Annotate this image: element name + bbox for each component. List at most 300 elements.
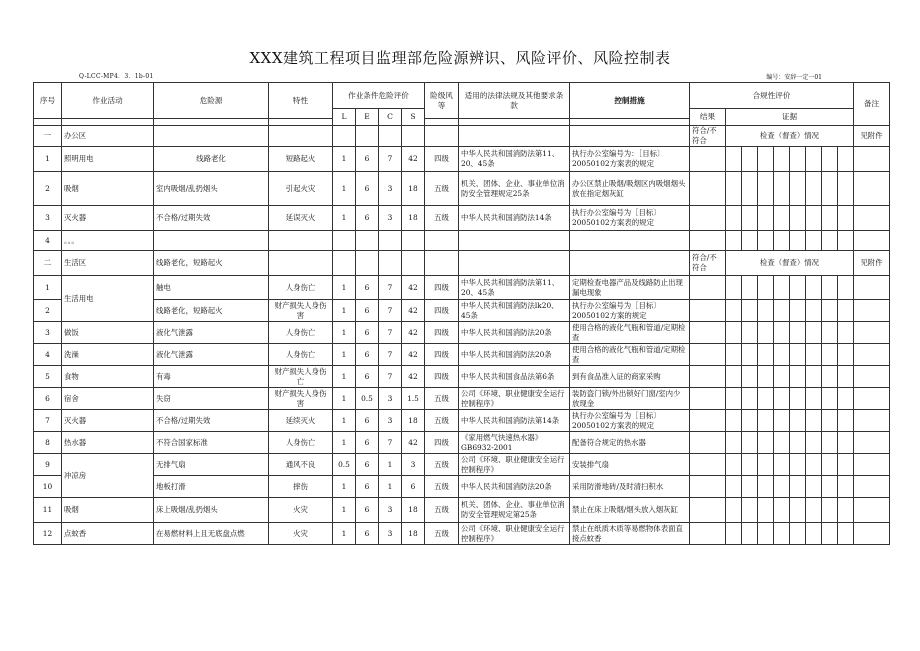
cell-E: 6 bbox=[356, 476, 379, 498]
cell-compliance bbox=[838, 432, 854, 454]
cell-characteristic: 延续灭火 bbox=[269, 410, 333, 432]
cell-risk-level: 五级 bbox=[425, 206, 459, 231]
cell-law: 中华人民共和国消防法14条 bbox=[459, 206, 570, 231]
cell-compliance bbox=[806, 344, 822, 366]
cell-control: 执行办公室编号为：［目标〕20050102方案表的规定 bbox=[570, 147, 690, 172]
cell-law: 中华人民共和国消防法第11、20、45条 bbox=[459, 147, 570, 172]
cell-compliance bbox=[742, 410, 758, 432]
cell-law: 中华人民共和国消防法20条 bbox=[459, 344, 570, 366]
cell-compliance bbox=[690, 523, 726, 545]
cell-compliance bbox=[774, 172, 790, 206]
table-row bbox=[34, 432, 890, 454]
cell-remark bbox=[854, 410, 890, 432]
cell-risk-level: 四级 bbox=[425, 300, 459, 322]
table-row bbox=[34, 454, 890, 476]
cell-risk-level: 四级 bbox=[425, 432, 459, 454]
cell-E: 6 bbox=[356, 523, 379, 545]
header-control: 控制措施 bbox=[570, 83, 690, 119]
cell-compliance bbox=[806, 322, 822, 344]
cell-E bbox=[356, 231, 379, 251]
cell-hazard: 线路老化，短路起火 bbox=[154, 251, 269, 276]
cell-hazard: 室内吸烟/乱扔烟头 bbox=[154, 172, 269, 206]
table-row bbox=[34, 206, 890, 231]
cell-law bbox=[459, 251, 570, 276]
doc-number: 编号：安辞一定一01 bbox=[766, 74, 822, 81]
cell-remark bbox=[854, 172, 890, 206]
cell-activity: 热水器 bbox=[62, 432, 154, 454]
cell-activity: 吸烟 bbox=[62, 498, 154, 523]
cell-compliance bbox=[838, 366, 854, 388]
cell-seq: 3 bbox=[34, 322, 62, 344]
table-row bbox=[34, 322, 890, 344]
cell-seq: 1 bbox=[34, 276, 62, 300]
table-row bbox=[34, 476, 890, 498]
cell-compliance bbox=[838, 523, 854, 545]
cell-control: 办公区禁止吸烟/吸烟区内吸烟烟头放在指定烟灰缸 bbox=[570, 172, 690, 206]
header-seq: 序号 bbox=[34, 83, 62, 119]
cell-S: 42 bbox=[402, 322, 425, 344]
cell-L: 1 bbox=[333, 344, 356, 366]
cell-compliance bbox=[742, 172, 758, 206]
cell-S: 18 bbox=[402, 206, 425, 231]
cell-law: 中华人民共和国消防法lk20、45条 bbox=[459, 300, 570, 322]
cell-seq: 3 bbox=[34, 206, 62, 231]
table-row bbox=[34, 231, 890, 251]
cell-characteristic: 人身伤亡 bbox=[269, 276, 333, 300]
cell-compliance bbox=[758, 410, 774, 432]
cell-C bbox=[379, 126, 402, 147]
cell-remark bbox=[854, 366, 890, 388]
cell-compliance bbox=[774, 276, 790, 300]
cell-compliance bbox=[742, 231, 758, 251]
cell-compliance bbox=[822, 454, 838, 476]
header-law: 适用的法律法规及其他要求条款 bbox=[459, 83, 570, 119]
cell-C: 7 bbox=[379, 322, 402, 344]
cell-compliance bbox=[774, 476, 790, 498]
cell-characteristic: 延误灭火 bbox=[269, 206, 333, 231]
cell-compliance bbox=[726, 432, 742, 454]
cell-hazard: 液化气泄露 bbox=[154, 344, 269, 366]
cell-compliance bbox=[838, 206, 854, 231]
cell-control: 安装排气扇 bbox=[570, 454, 690, 476]
cell-compliance bbox=[774, 344, 790, 366]
table-row bbox=[34, 366, 890, 388]
header-activity: 作业活动 bbox=[62, 83, 154, 119]
header-characteristic: 特性 bbox=[269, 83, 333, 119]
cell-C: 7 bbox=[379, 432, 402, 454]
cell-compliance bbox=[838, 300, 854, 322]
cell-control: 执行办公室编号为［目标〕20050102方案的规定 bbox=[570, 300, 690, 322]
cell-compliance bbox=[774, 388, 790, 410]
cell-law: 机关、团体、企业、事业单位消防安全管理规定第25条 bbox=[459, 498, 570, 523]
cell-compliance bbox=[806, 388, 822, 410]
cell-hazard bbox=[154, 231, 269, 251]
cell-seq: 二 bbox=[34, 251, 62, 276]
cell-characteristic: 财产损失人身伤亡 bbox=[269, 366, 333, 388]
cell-seq: 9 bbox=[34, 454, 62, 476]
cell-control: 装防盗门锁/外出锁好门窗/室内少放现金 bbox=[570, 388, 690, 410]
cell-risk-level: 五级 bbox=[425, 454, 459, 476]
cell-remark bbox=[854, 206, 890, 231]
cell-E: 6 bbox=[356, 454, 379, 476]
cell-compliance bbox=[790, 454, 806, 476]
cell-compliance bbox=[742, 498, 758, 523]
cell-compliance bbox=[742, 322, 758, 344]
cell-characteristic: 短路起火 bbox=[269, 147, 333, 172]
cell-control: 禁止在床上吸烟/烟头放入烟灰缸 bbox=[570, 498, 690, 523]
page-title: XXX建筑工程项目监理部危险源辨识、风险评价、风险控制表 bbox=[249, 49, 671, 67]
cell-law: 机关、团体、企业、事业单位消防安全管理规定25条 bbox=[459, 172, 570, 206]
cell-risk-level bbox=[425, 251, 459, 276]
cell-L: 0.5 bbox=[333, 454, 356, 476]
cell-hazard: 不合格/过期失效 bbox=[154, 410, 269, 432]
cell-risk-level: 五级 bbox=[425, 410, 459, 432]
cell-risk-level: 四级 bbox=[425, 147, 459, 172]
cell-risk-level: 四级 bbox=[425, 344, 459, 366]
cell-activity: 冲凉房 bbox=[62, 454, 154, 498]
cell-compliance bbox=[758, 322, 774, 344]
cell-hazard: 线路老化，短路起火 bbox=[154, 300, 269, 322]
cell-compliance bbox=[774, 366, 790, 388]
cell-compliance bbox=[726, 344, 742, 366]
cell-seq: 10 bbox=[34, 476, 62, 498]
cell-hazard: 不符合国家标准 bbox=[154, 432, 269, 454]
cell-control: 配备符合规定的热水器 bbox=[570, 432, 690, 454]
cell-compliance bbox=[806, 410, 822, 432]
cell-compliance bbox=[838, 147, 854, 172]
cell-E: 6 bbox=[356, 172, 379, 206]
cell-compliance bbox=[822, 366, 838, 388]
cell-activity: 。。。 bbox=[62, 231, 154, 251]
cell-compliance bbox=[838, 476, 854, 498]
cell-compliance bbox=[726, 523, 742, 545]
cell-E: 6 bbox=[356, 322, 379, 344]
cell-compliance bbox=[774, 300, 790, 322]
cell-remark bbox=[854, 344, 890, 366]
cell-seq: 2 bbox=[34, 172, 62, 206]
cell-compliance bbox=[758, 300, 774, 322]
cell-law: 中华人民共和国消防法20条 bbox=[459, 322, 570, 344]
cell-E bbox=[356, 251, 379, 276]
cell-control: 到有食品准入证的商家采购 bbox=[570, 366, 690, 388]
cell-characteristic: 引起火灾 bbox=[269, 172, 333, 206]
table-row bbox=[34, 172, 890, 206]
cell-activity: 生活用电 bbox=[62, 276, 154, 322]
cell-characteristic: 人身伤亡 bbox=[269, 344, 333, 366]
cell-compliance bbox=[726, 276, 742, 300]
cell-compliance bbox=[758, 276, 774, 300]
cell-compliance bbox=[790, 410, 806, 432]
cell-seq: 6 bbox=[34, 388, 62, 410]
cell-S: 42 bbox=[402, 344, 425, 366]
cell-compliance bbox=[774, 410, 790, 432]
cell-S: 42 bbox=[402, 276, 425, 300]
cell-compliance bbox=[742, 276, 758, 300]
cell-compliance bbox=[726, 172, 742, 206]
cell-L: 1 bbox=[333, 410, 356, 432]
cell-compliance bbox=[758, 366, 774, 388]
cell-characteristic: 火灾 bbox=[269, 498, 333, 523]
cell-remark: 见附件 bbox=[854, 251, 890, 276]
cell-remark bbox=[854, 147, 890, 172]
cell-C: 7 bbox=[379, 276, 402, 300]
cell-compliance bbox=[690, 300, 726, 322]
cell-C: 3 bbox=[379, 206, 402, 231]
cell-compliance bbox=[806, 432, 822, 454]
cell-law: 中华人民共和国消防法第14条 bbox=[459, 410, 570, 432]
table-row bbox=[34, 300, 890, 322]
cell-compliance bbox=[690, 410, 726, 432]
cell-compliance bbox=[726, 498, 742, 523]
cell-compliance bbox=[838, 344, 854, 366]
cell-compliance bbox=[822, 276, 838, 300]
cell-compliance bbox=[822, 410, 838, 432]
cell-S: 18 bbox=[402, 523, 425, 545]
cell-C: 3 bbox=[379, 523, 402, 545]
cell-hazard: 不合格/过期失效 bbox=[154, 206, 269, 231]
cell-control bbox=[570, 126, 690, 147]
cell-control: 定期检查电器产品及线路防止出现漏电现象 bbox=[570, 276, 690, 300]
table-row bbox=[34, 126, 890, 147]
cell-control bbox=[570, 231, 690, 251]
doc-code: Q-LCC-MP4．3．1b-01 bbox=[79, 73, 154, 80]
table-row bbox=[34, 147, 890, 172]
cell-law: 中华人民共和国消防法20条 bbox=[459, 476, 570, 498]
cell-compliance bbox=[774, 498, 790, 523]
cell-S: 18 bbox=[402, 410, 425, 432]
cell-hazard: 在易燃材料上且无底盘点燃 bbox=[154, 523, 269, 545]
cell-C: 1 bbox=[379, 476, 402, 498]
cell-compliance bbox=[774, 206, 790, 231]
header-E: E bbox=[356, 109, 379, 126]
cell-compliance bbox=[690, 322, 726, 344]
cell-activity: 宿舍 bbox=[62, 388, 154, 410]
cell-compliance bbox=[726, 147, 742, 172]
cell-compliance bbox=[790, 172, 806, 206]
cell-characteristic bbox=[269, 231, 333, 251]
table-row bbox=[34, 344, 890, 366]
cell-compliance bbox=[742, 206, 758, 231]
cell-evidence: 检查（督查）情况 bbox=[726, 251, 854, 276]
cell-result: 符合/不符合 bbox=[690, 251, 726, 276]
cell-law bbox=[459, 126, 570, 147]
cell-seq: 11 bbox=[34, 498, 62, 523]
cell-compliance bbox=[690, 432, 726, 454]
cell-compliance bbox=[742, 523, 758, 545]
cell-characteristic: 财产损失人身伤害 bbox=[269, 300, 333, 322]
table-row bbox=[34, 251, 890, 276]
cell-compliance bbox=[790, 300, 806, 322]
cell-compliance bbox=[790, 276, 806, 300]
cell-E: 6 bbox=[356, 276, 379, 300]
cell-compliance bbox=[758, 432, 774, 454]
cell-evidence: 检查（督查）情况 bbox=[726, 126, 854, 147]
cell-compliance bbox=[822, 231, 838, 251]
cell-S bbox=[402, 251, 425, 276]
cell-compliance bbox=[774, 147, 790, 172]
cell-activity: 照明用电 bbox=[62, 147, 154, 172]
header-L: L bbox=[333, 109, 356, 126]
cell-L bbox=[333, 126, 356, 147]
cell-compliance bbox=[838, 454, 854, 476]
cell-compliance bbox=[790, 231, 806, 251]
cell-L: 1 bbox=[333, 300, 356, 322]
cell-activity: 灭火器 bbox=[62, 206, 154, 231]
cell-compliance bbox=[838, 276, 854, 300]
cell-characteristic: 财产损失人身伤害 bbox=[269, 388, 333, 410]
cell-seq: 2 bbox=[34, 300, 62, 322]
cell-S bbox=[402, 231, 425, 251]
cell-L: 1 bbox=[333, 172, 356, 206]
cell-risk-level: 五级 bbox=[425, 388, 459, 410]
cell-compliance bbox=[790, 147, 806, 172]
cell-activity: 做饭 bbox=[62, 322, 154, 344]
cell-compliance bbox=[742, 300, 758, 322]
cell-C: 1 bbox=[379, 454, 402, 476]
cell-compliance bbox=[806, 454, 822, 476]
cell-S: 42 bbox=[402, 366, 425, 388]
cell-remark: 见附件 bbox=[854, 126, 890, 147]
cell-hazard: 线路老化 bbox=[154, 147, 269, 172]
cell-S: 42 bbox=[402, 300, 425, 322]
cell-L: 1 bbox=[333, 206, 356, 231]
cell-C: 3 bbox=[379, 498, 402, 523]
cell-L: 1 bbox=[333, 147, 356, 172]
cell-C: 3 bbox=[379, 172, 402, 206]
cell-characteristic: 人身伤亡 bbox=[269, 322, 333, 344]
cell-compliance bbox=[806, 172, 822, 206]
cell-compliance bbox=[774, 454, 790, 476]
cell-C: 7 bbox=[379, 147, 402, 172]
cell-C bbox=[379, 231, 402, 251]
cell-compliance bbox=[690, 454, 726, 476]
header-S: S bbox=[402, 109, 425, 126]
cell-compliance bbox=[790, 523, 806, 545]
header-remark: 备注 bbox=[854, 83, 890, 126]
header-result: 结果 bbox=[690, 109, 726, 126]
cell-activity: 吸烟 bbox=[62, 172, 154, 206]
cell-compliance bbox=[742, 147, 758, 172]
cell-L: 1 bbox=[333, 388, 356, 410]
cell-compliance bbox=[790, 432, 806, 454]
cell-compliance bbox=[726, 366, 742, 388]
cell-characteristic: 通风不良 bbox=[269, 454, 333, 476]
cell-compliance bbox=[838, 172, 854, 206]
cell-compliance bbox=[806, 476, 822, 498]
cell-L: 1 bbox=[333, 476, 356, 498]
cell-seq: 4 bbox=[34, 231, 62, 251]
cell-activity: 点蚊香 bbox=[62, 523, 154, 545]
cell-E: 6 bbox=[356, 206, 379, 231]
cell-remark bbox=[854, 231, 890, 251]
cell-activity: 食物 bbox=[62, 366, 154, 388]
cell-C: 3 bbox=[379, 410, 402, 432]
cell-L: 1 bbox=[333, 276, 356, 300]
cell-S: 1.5 bbox=[402, 388, 425, 410]
cell-compliance bbox=[690, 231, 726, 251]
cell-compliance bbox=[822, 206, 838, 231]
cell-compliance bbox=[790, 388, 806, 410]
cell-control: 使用合格的液化气瓶和管道/定期检查 bbox=[570, 322, 690, 344]
cell-law bbox=[459, 231, 570, 251]
cell-activity: 生活区 bbox=[62, 251, 154, 276]
cell-remark bbox=[854, 454, 890, 476]
cell-compliance bbox=[690, 172, 726, 206]
cell-compliance bbox=[806, 523, 822, 545]
cell-S: 18 bbox=[402, 172, 425, 206]
cell-compliance bbox=[806, 366, 822, 388]
table-row bbox=[34, 498, 890, 523]
cell-risk-level: 四级 bbox=[425, 366, 459, 388]
cell-E: 6 bbox=[356, 410, 379, 432]
cell-compliance bbox=[758, 476, 774, 498]
cell-compliance bbox=[790, 344, 806, 366]
cell-compliance bbox=[742, 432, 758, 454]
cell-hazard: 地板打滑 bbox=[154, 476, 269, 498]
cell-C: 7 bbox=[379, 300, 402, 322]
cell-law: 公司《环境、职业健康安全运行控制程序》 bbox=[459, 454, 570, 476]
cell-compliance bbox=[758, 147, 774, 172]
cell-E: 0.5 bbox=[356, 388, 379, 410]
cell-compliance bbox=[758, 498, 774, 523]
cell-S: 18 bbox=[402, 498, 425, 523]
cell-seq: 7 bbox=[34, 410, 62, 432]
cell-compliance bbox=[822, 322, 838, 344]
cell-remark bbox=[854, 322, 890, 344]
cell-characteristic: 人身伤亡 bbox=[269, 432, 333, 454]
cell-compliance bbox=[758, 454, 774, 476]
cell-seq: 1 bbox=[34, 147, 62, 172]
hazard-table bbox=[33, 82, 890, 545]
cell-L bbox=[333, 251, 356, 276]
cell-compliance bbox=[742, 344, 758, 366]
cell-remark bbox=[854, 523, 890, 545]
cell-hazard bbox=[154, 126, 269, 147]
cell-seq: 12 bbox=[34, 523, 62, 545]
cell-compliance bbox=[838, 410, 854, 432]
cell-E: 6 bbox=[356, 300, 379, 322]
header-eval-group: 作业条件危险评价 bbox=[333, 83, 425, 109]
cell-compliance bbox=[690, 147, 726, 172]
cell-C: 7 bbox=[379, 366, 402, 388]
cell-S: 42 bbox=[402, 147, 425, 172]
cell-compliance bbox=[742, 366, 758, 388]
cell-compliance bbox=[838, 322, 854, 344]
cell-compliance bbox=[726, 300, 742, 322]
cell-C bbox=[379, 251, 402, 276]
cell-characteristic: 火灾 bbox=[269, 523, 333, 545]
table-row bbox=[34, 276, 890, 300]
cell-law: 《家用燃气快速热水器》GB6932-2001 bbox=[459, 432, 570, 454]
cell-risk-level bbox=[425, 126, 459, 147]
cell-risk-level: 五级 bbox=[425, 172, 459, 206]
cell-compliance bbox=[758, 344, 774, 366]
cell-compliance bbox=[822, 498, 838, 523]
cell-compliance bbox=[806, 300, 822, 322]
cell-compliance bbox=[690, 498, 726, 523]
cell-E bbox=[356, 126, 379, 147]
cell-characteristic bbox=[269, 126, 333, 147]
cell-law: 中华人民共和国消防法第11、20、45条 bbox=[459, 276, 570, 300]
cell-compliance bbox=[838, 388, 854, 410]
cell-compliance bbox=[690, 476, 726, 498]
cell-compliance bbox=[790, 476, 806, 498]
cell-compliance bbox=[758, 523, 774, 545]
cell-risk-level: 五级 bbox=[425, 498, 459, 523]
cell-risk-level: 四级 bbox=[425, 322, 459, 344]
cell-seq: 4 bbox=[34, 344, 62, 366]
cell-E: 6 bbox=[356, 366, 379, 388]
